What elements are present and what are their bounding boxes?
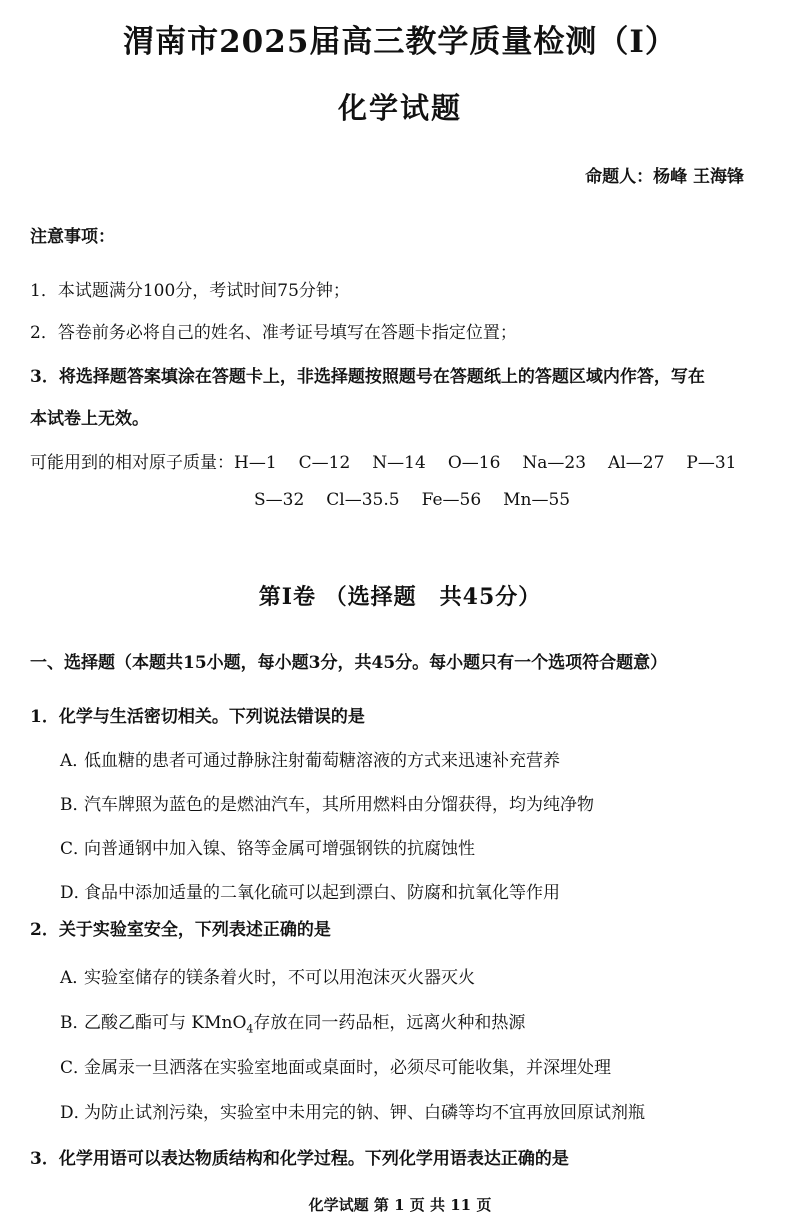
question-2-option-b: [60, 1008, 525, 1035]
question-2-option-d: [60, 1098, 645, 1123]
option-label: C．: [60, 1058, 91, 1078]
notice-heading: 注意事项：: [30, 227, 115, 247]
option-label: C．: [60, 839, 91, 859]
option-text-after: 存放在同一药品柜，远离火种和热源: [253, 1013, 526, 1033]
mass-item: Na—23: [522, 453, 587, 473]
question-1-stem: 1．化学与生活密切相关。下列说法错误的是: [30, 707, 365, 727]
subscript: 4: [246, 1022, 254, 1036]
question-1-option-a: [60, 746, 560, 771]
question-1-option-d: [60, 878, 560, 903]
option-text: 食品中添加适量的二氧化硫可以起到漂白、防腐和抗氧化等作用: [84, 883, 560, 903]
option-text: 低血糖的患者可通过静脉注射葡萄糖溶液的方式来迅速补充营养: [84, 751, 560, 771]
question-2-option-c: [60, 1053, 611, 1078]
question-3-stem: 3．化学用语可以表达物质结构和化学过程。下列化学用语表达正确的是: [30, 1149, 569, 1169]
mass-item: P—31: [686, 453, 737, 473]
notice-item-3: 3．将选择题答案填涂在答题卡上，非选择题按照题号在答题纸上的答题区域内作答，写在: [30, 367, 705, 387]
author-line: 命题人：杨峰 王海锋: [585, 167, 744, 187]
part-instructions: 一、选择题（本题共15小题，每小题3分，共45分。每小题只有一个选项符合题意）: [30, 653, 668, 673]
notice-item-1: 1．本试题满分100分，考试时间75分钟；: [30, 281, 350, 301]
option-label: D．: [60, 883, 91, 903]
option-label: D．: [60, 1103, 91, 1123]
question-1-option-b: [60, 790, 594, 815]
option-text: 实验室储存的镁条着火时，不可以用泡沫灭火器灭火: [84, 968, 475, 988]
mass-item: Fe—56: [421, 490, 482, 510]
exam-title: 渭南市2025届高三教学质量检测（I）: [123, 24, 677, 60]
option-text: 为防止试剂污染，实验室中未用完的钠、钾、白磷等均不宜再放回原试剂瓶: [84, 1103, 645, 1123]
atomic-masses-label: 可能用到的相对原子质量：: [30, 453, 234, 473]
mass-item: C—12: [298, 453, 351, 473]
mass-item: Mn—55: [503, 490, 571, 510]
option-text: 向普通钢中加入镍、铬等金属可增强钢铁的抗腐蚀性: [84, 839, 475, 859]
mass-item: O—16: [447, 453, 501, 473]
atomic-masses-row-2: [254, 490, 592, 510]
option-label: B．: [60, 1013, 90, 1033]
page-footer: 化学试题 第 1 页 共 11 页: [308, 1196, 492, 1214]
notice-item-3-cont: 本试卷上无效。: [30, 409, 149, 429]
option-label: B．: [60, 795, 90, 815]
option-text: 金属汞一旦洒落在实验室地面或桌面时，必须尽可能收集，并深埋处理: [84, 1058, 611, 1078]
question-2-stem: 2．关于实验室安全，下列表述正确的是: [30, 920, 331, 940]
subject-title: 化学试题: [337, 91, 462, 125]
section-title: 第I卷 （选择题 共45分）: [258, 584, 542, 610]
mass-item: Al—27: [608, 453, 665, 473]
mass-item: H—1: [234, 453, 277, 473]
mass-item: Cl—35.5: [326, 490, 400, 510]
mass-item: S—32: [254, 490, 305, 510]
notice-item-2: 2．答卷前务必将自己的姓名、准考证号填写在答题卡指定位置；: [30, 323, 517, 343]
question-2-option-a: [60, 963, 475, 988]
option-label: A．: [60, 751, 90, 771]
option-text: 汽车牌照为蓝色的是燃油汽车，其所用燃料由分馏获得，均为纯净物: [84, 795, 594, 815]
question-1-option-c: [60, 834, 475, 859]
mass-item: N—14: [372, 453, 426, 473]
option-label: A．: [60, 968, 90, 988]
atomic-masses-row-1: [30, 448, 758, 473]
option-text-before: 乙酸乙酯可与 KMnO: [84, 1013, 247, 1033]
